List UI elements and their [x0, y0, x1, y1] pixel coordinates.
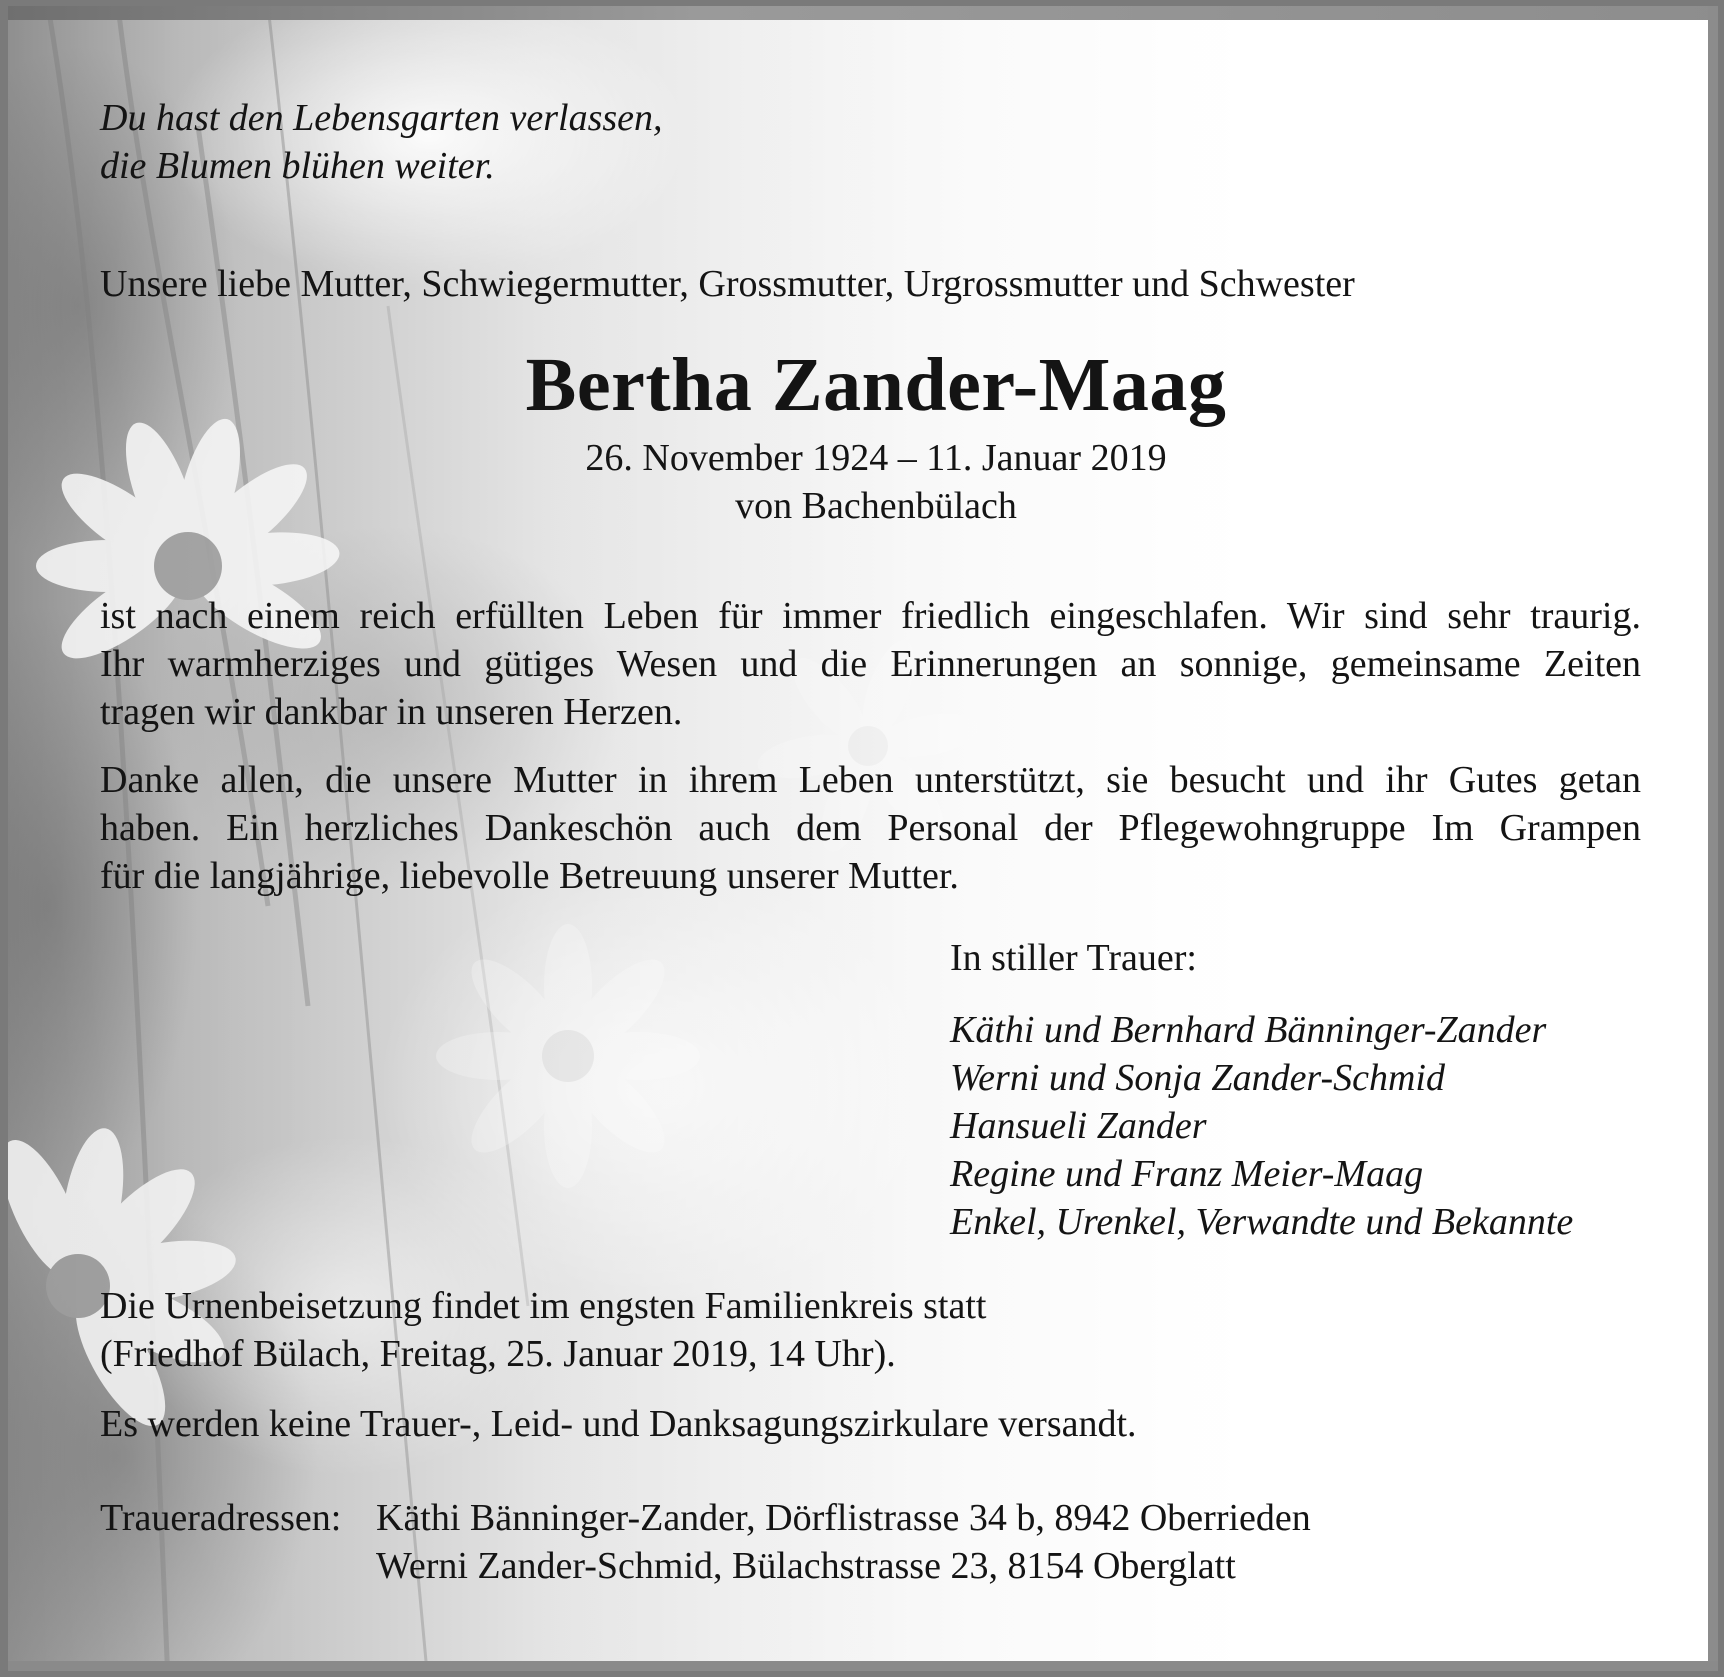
deceased-name: Bertha Zander-Maag	[525, 343, 1227, 427]
address-line: Werni Zander-Schmid, Bülachstrasse 23, 8154 Oberglatt	[376, 1545, 1236, 1587]
paragraph-line: für die langjährige, liebevolle Betreuung unserer Mutter.	[100, 855, 959, 897]
obituary-text	[8, 6, 1724, 1677]
relationship-intro: Unsere liebe Mutter, Schwiegermutter, Grossmutter, Urgrossmutter und Schwester	[100, 263, 1355, 305]
memorial-poem	[100, 94, 663, 190]
mourner-name: Regine und Franz Meier-Maag	[950, 1153, 1424, 1195]
paragraph-line: tragen wir dankbar in unseren Herzen.	[100, 691, 683, 733]
mourning-heading: In stiller Trauer:	[950, 937, 1197, 979]
mourner-name: Käthi und Bernhard Bänninger-Zander	[950, 1009, 1547, 1051]
paragraph-line: Danke allen, die unsere Mutter in ihrem Leben unterstützt, sie besucht und ihr Gutes getan	[100, 759, 1641, 801]
burial-line: Die Urnenbeisetzung findet im engsten Familienkreis statt	[100, 1285, 987, 1327]
thanks-paragraph	[100, 756, 1641, 900]
address-line: Käthi Bänninger-Zander, Dörflistrasse 34 b, 8942 Oberrieden	[376, 1497, 1311, 1539]
paragraph-line: Ihr warmherziges und gütiges Wesen und die Erinnerungen an sonnige, gemeinsame Zeiten	[100, 643, 1641, 685]
life-dates: 26. November 1924 – 11. Januar 2019	[585, 437, 1167, 479]
paragraph-line: haben. Ein herzliches Dankeschön auch dem Personal der Pflegewohngruppe Im Grampen	[100, 807, 1641, 849]
mourner-name: Hansueli Zander	[950, 1105, 1207, 1147]
poem-line: die Blumen blühen weiter.	[100, 145, 495, 187]
burial-notice	[100, 1282, 986, 1378]
mourners-list	[950, 1006, 1573, 1246]
mourner-name: Enkel, Urenkel, Verwandte und Bekannte	[950, 1201, 1574, 1243]
mourner-name: Werni und Sonja Zander-Schmid	[950, 1057, 1445, 1099]
no-circulars-notice: Es werden keine Trauer-, Leid- und Danksagungszirkulare versandt.	[100, 1403, 1137, 1445]
place-of-origin: von Bachenbülach	[735, 485, 1017, 527]
announcement-paragraph	[100, 592, 1641, 736]
poem-line: Du hast den Lebensgarten verlassen,	[100, 97, 663, 139]
mourning-addresses	[376, 1494, 1311, 1590]
paragraph-line: ist nach einem reich erfüllten Leben für immer friedlich eingeschlafen. Wir sind sehr traurig.	[100, 595, 1641, 637]
burial-line: (Friedhof Bülach, Freitag, 25. Januar 2019, 14 Uhr).	[100, 1333, 896, 1375]
addresses-label: Traueradressen:	[100, 1497, 342, 1539]
